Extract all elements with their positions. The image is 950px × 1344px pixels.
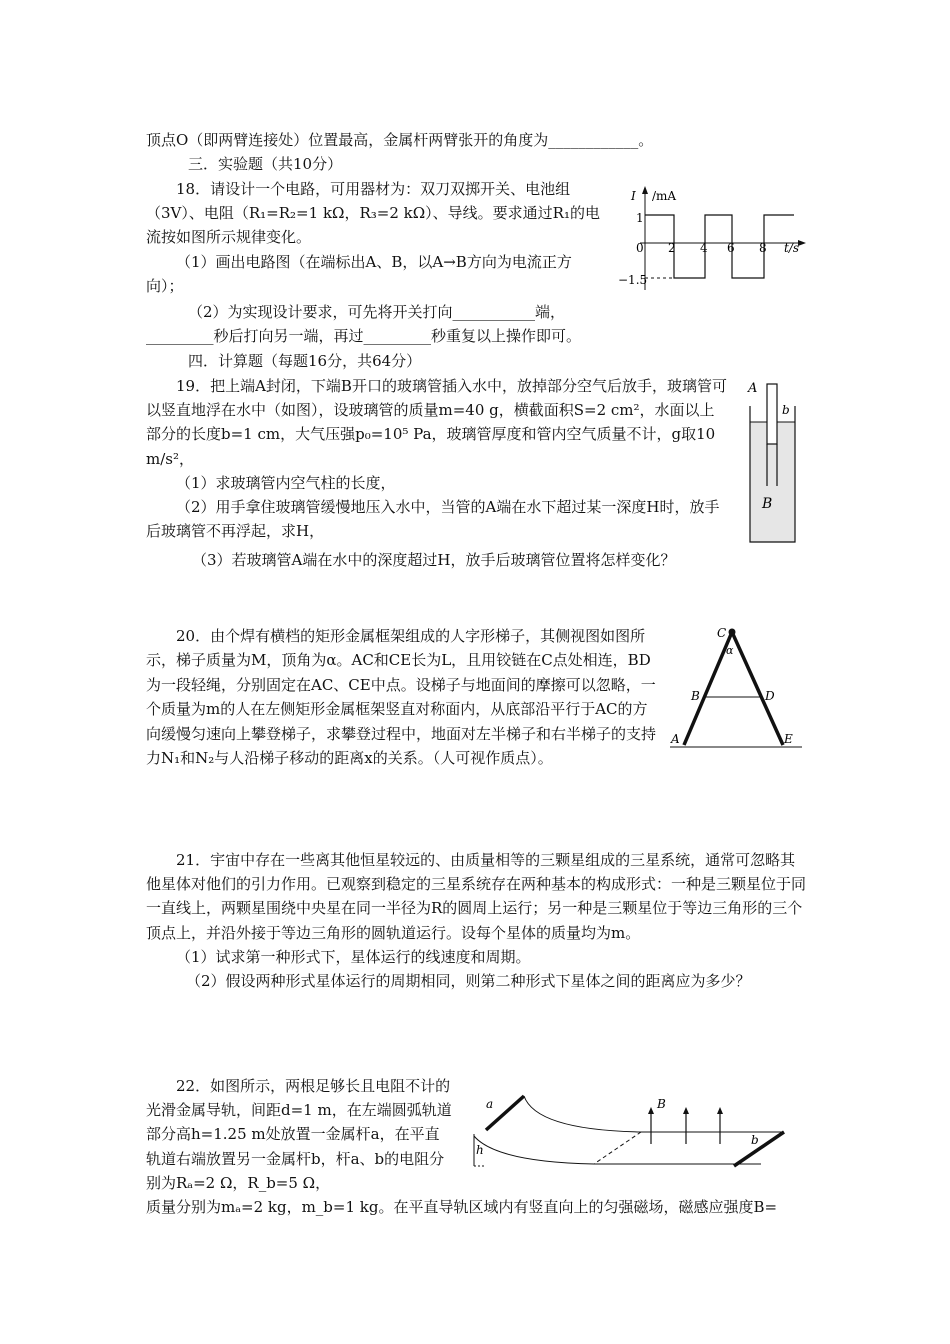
question-18 (146, 177, 608, 298)
label-D: D (765, 689, 775, 703)
x-label: t/s (784, 241, 800, 255)
x-tick-4: 4 (700, 241, 708, 255)
field-arrowhead-2 (683, 1107, 689, 1114)
q19-tube-figure (742, 376, 802, 546)
label-b: b (751, 1133, 759, 1147)
origin-label: 0 (636, 241, 644, 255)
label-A: A (671, 732, 680, 746)
label-b: b (782, 403, 790, 417)
question-19 (146, 374, 728, 543)
q19-part1: （1）求玻璃管内空气柱的长度， (176, 473, 396, 492)
field-arrowhead-1 (648, 1107, 654, 1114)
q20-stem: 20．由个焊有横档的矩形金属框架组成的人字形梯子，其侧视图如图所示，梯子质量为M，顶角为α。AC和CE长为L，且用铰链在C点处相连，BD为一段轻绳，分别固定在AC、CE中点。设梯子与地面间的摩擦可以忽略，一个质量为m的人在左侧矩形金属框架竖直对称面内，从底部沿平行于AC的方向缓慢匀速向上攀登梯子，求攀登过程中，地面对左半梯子和右半梯子的支持力N₁和N₂与人沿梯子移动的距离x的关系。（人可视作质点）。 (146, 627, 657, 768)
hinge-C (729, 629, 736, 636)
rail-near (474, 1136, 761, 1164)
q18-current-graph (612, 180, 812, 295)
label-B: B (762, 496, 773, 512)
section-3-heading: 三．实验题（共10分） (188, 155, 343, 173)
question-21 (146, 848, 806, 993)
label-E: E (784, 732, 793, 746)
q18-stem: 18．请设计一个电路，可用器材为：双刀双掷开关、电池组（3V）、电阻（R₁=R₂=1 kΩ，R₃=2 kΩ）、导线。要求通过R₁的电流按如图所示规律变化。 (146, 180, 600, 247)
y-unit: /mA (652, 189, 677, 203)
label-B: B (657, 1097, 666, 1111)
label-a: a (486, 1097, 494, 1111)
x-tick-2: 2 (668, 241, 676, 255)
q21-stem: 21．宇宙中存在一些离其他恒星较远的、由质量相等的三颗星组成的三星系统，通常可忽略其他星体对他们的引力作用。已观察到稳定的三星系统存在两种基本的构成形式：一种是三颗星位于同一直线上，两颗星围绕中央星在同一半径为R的圆周上运行；另一种是三颗星位于等边三角形的三个顶点上，并沿外接于等边三角形的圆轨道运行。设每个星体的质量均为m。 (146, 851, 807, 942)
glass-tube-air (767, 384, 777, 444)
label-alpha: α (726, 644, 734, 657)
y-tick-1: 1 (636, 211, 644, 225)
field-arrowhead-3 (717, 1107, 723, 1114)
q19-part3: （3）若玻璃管A端在水中的深度超过H，放手后玻璃管位置将怎样变化？ (192, 551, 676, 569)
x-tick-8: 8 (759, 241, 767, 255)
label-B: B (691, 689, 700, 703)
q18-part2: （2）为实现设计要求，可先将开关打向___________端，_________秒后打向另一端，再过_________秒重复以上操作即可。 (146, 303, 582, 345)
y-label: I (631, 189, 636, 203)
label-h: h (476, 1143, 484, 1157)
field-boundary (594, 1132, 641, 1164)
label-C: C (717, 626, 727, 640)
q22-rails-figure (466, 1082, 796, 1172)
rod-b (734, 1132, 784, 1166)
q22-stem: 22．如图所示，两根足够长且电阻不计的光滑金属导轨，间距d=1 m，在左端圆弧轨道部分高h=1.25 m处放置一金属杆a，在平直轨道右端放置另一金属杆b，杆a、b的电阻分别为Rₐ=2 Ω，R_b=5 Ω， (146, 1077, 452, 1192)
label-A: A (748, 381, 758, 396)
y-axis-arrow (642, 186, 648, 194)
continuation-line: 顶点O（即两臂连接处）位置最高，金属杆两臂张开的角度为____________。 (146, 131, 654, 149)
q19-stem: 19．把上端A封闭，下端B开口的玻璃管插入水中，放掉部分空气后放手，玻璃管可以竖直地浮在水中（如图），设玻璃管的质量m=40 g，横截面积S=2 cm²，水面以上部分的长度b=1 cm，大气压强p₀=10⁵ Pa，玻璃管厚度和管内空气质量不计，g取10 m/s²， (146, 377, 727, 468)
q22-last-line: 质量分别为mₐ=2 kg，m_b=1 kg。在平直导轨区域内有竖直向上的匀强磁场，磁感应强度B= (146, 1198, 778, 1216)
q21-part1: （1）试求第一种形式下，星体运行的线速度和周期。 (176, 947, 531, 966)
x-tick-6: 6 (727, 241, 735, 255)
q18-part1: （1）画出电路图（在端标出A、B，以A→B方向为电流正方向）； (146, 252, 572, 295)
section-4-heading: 四．计算题（每题16分，共64分） (188, 352, 422, 370)
q21-part2: （2）假设两种形式星体运行的周期相同，则第二种形式下星体之间的距离应为多少？ (186, 972, 751, 991)
ladder-right (732, 632, 783, 745)
q19-part2: （2）用手拿住玻璃管缓慢地压入水中，当管的A端在水下超过某一深度H时，放手后玻璃管不再浮起，求H， (146, 498, 720, 541)
x-axis-arrow (798, 240, 806, 246)
q20-ladder-figure (666, 622, 806, 752)
y-tick-neg: −1.5 (618, 273, 648, 287)
